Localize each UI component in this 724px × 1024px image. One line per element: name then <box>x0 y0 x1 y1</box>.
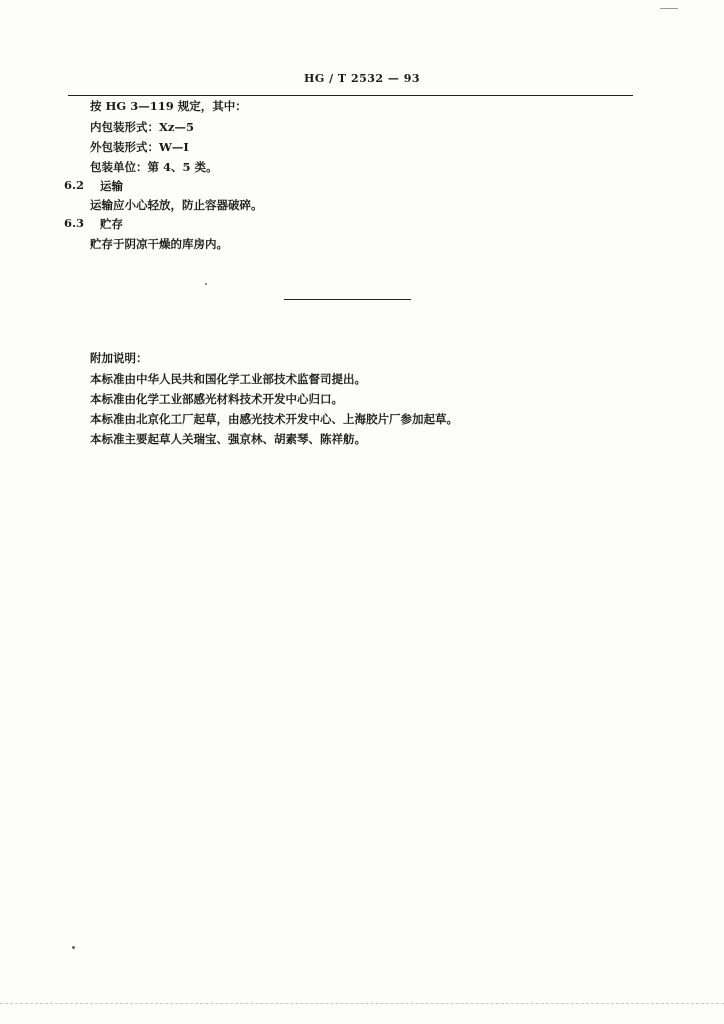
section-6-3-title: 贮存 <box>100 217 123 231</box>
notes-line-drafting-units: 本标准由北京化工厂起草，由感光技术开发中心、上海胶片厂参加起草。 <box>90 412 458 426</box>
inner-packaging-line: 内包装形式：Xz—5 <box>90 120 194 134</box>
section-6-2-body: 运输应小心轻放，防止容器破碎。 <box>90 198 263 212</box>
outer-packaging-line: 外包装形式：W—I <box>90 140 189 154</box>
header-rule <box>68 95 633 96</box>
section-6-3-body: 贮存于阴凉干燥的库房内。 <box>90 237 228 251</box>
notes-line-proposer: 本标准由中华人民共和国化学工业部技术监督司提出。 <box>90 372 366 386</box>
scan-speck <box>72 946 75 949</box>
end-of-text-rule <box>284 299 411 300</box>
section-6-2-number: 6.2 <box>64 178 85 192</box>
scan-mark <box>660 8 678 9</box>
packaging-rule-line: 按 HG 3—119 规定，其中： <box>90 99 247 113</box>
notes-heading: 附加说明： <box>90 351 148 365</box>
scan-edge-line <box>0 1003 724 1004</box>
notes-line-administrator: 本标准由化学工业部感光材料技术开发中心归口。 <box>90 392 343 406</box>
section-6-2-title: 运输 <box>100 179 123 193</box>
section-6-3-number: 6.3 <box>64 216 85 230</box>
notes-line-drafters: 本标准主要起草人关瑞宝、强京林、胡素琴、陈祥舫。 <box>90 432 366 446</box>
page-header-standard-code: HG / T 2532 — 93 <box>303 72 421 85</box>
packaging-unit-line: 包装单位：第 4、5 类。 <box>90 160 218 174</box>
scan-speck <box>205 283 207 285</box>
